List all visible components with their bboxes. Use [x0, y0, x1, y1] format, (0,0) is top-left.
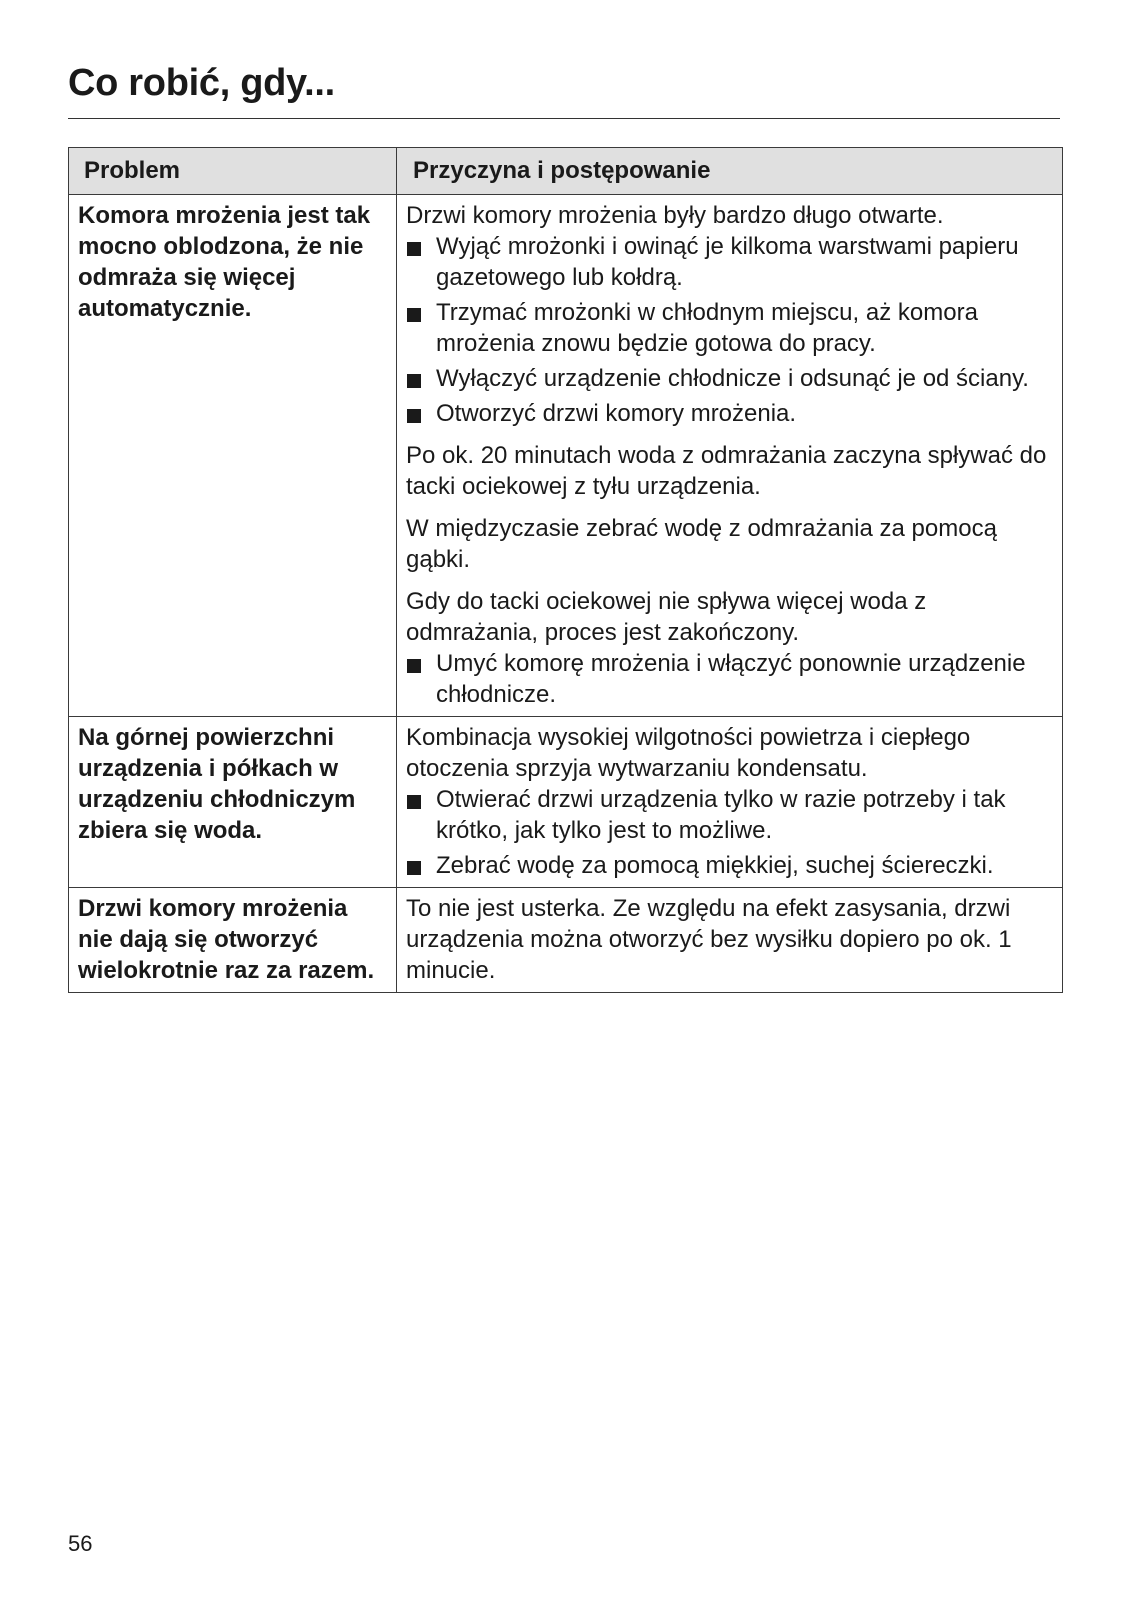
- column-header-cause: Przyczyna i postępowanie: [397, 148, 1063, 195]
- list-item: [406, 297, 1048, 359]
- table-row: [69, 195, 1063, 717]
- cause-cell: [397, 717, 1063, 888]
- step-list: [406, 231, 1048, 429]
- step-text: Otwierać drzwi urządzenia tylko w razie potrzeby i tak krótko, jak tylko jest to możliwe.: [436, 786, 1006, 844]
- square-bullet-icon: [407, 308, 421, 322]
- cause-intro: Drzwi komory mrożenia były bardzo długo otwarte.: [406, 202, 944, 229]
- cause-paragraph: Gdy do tacki ociekowej nie spływa więcej woda z odmrażania, proces jest zakończony.: [406, 588, 927, 646]
- square-bullet-icon: [407, 409, 421, 423]
- problem-cell: Komora mrożenia jest tak mocno oblodzona, że nie odmraża się więcej automatycznie.: [69, 195, 397, 717]
- step-text: Wyłączyć urządzenie chłodnicze i odsunąć je od ściany.: [436, 365, 1029, 392]
- title-divider: [68, 118, 1060, 119]
- step-text: Trzymać mrożonki w chłodnym miejscu, aż komora mrożenia znowu będzie gotowa do pracy.: [436, 299, 978, 357]
- cause-paragraph: Po ok. 20 minutach woda z odmrażania zaczyna spływać do tacki ociekowej z tyłu urządzenia.: [406, 442, 1047, 500]
- page-number: 56: [68, 1531, 93, 1556]
- square-bullet-icon: [407, 374, 421, 388]
- table-row: [69, 888, 1063, 993]
- table-header-row: [69, 148, 1063, 195]
- list-item: [406, 648, 1048, 710]
- page-title: Co robić, gdy...: [68, 62, 335, 104]
- cause-paragraph: W międzyczasie zebrać wodę z odmrażania za pomocą gąbki.: [406, 515, 997, 573]
- step-text: Wyjąć mrożonki i owinąć je kilkoma warstwami papieru gazetowego lub kołdrą.: [436, 233, 1019, 291]
- square-bullet-icon: [407, 861, 421, 875]
- step-text: Zebrać wodę za pomocą miękkiej, suchej ściereczki.: [436, 852, 994, 879]
- cause-intro: Kombinacja wysokiej wilgotności powietrza i ciepłego otoczenia sprzyja wytwarzaniu kondensatu.: [406, 724, 971, 782]
- list-item: [406, 784, 1048, 846]
- cause-cell: [397, 888, 1063, 993]
- problem-cell: Drzwi komory mrożenia nie dają się otworzyć wielokrotnie raz za razem.: [69, 888, 397, 993]
- square-bullet-icon: [407, 659, 421, 673]
- list-item: [406, 398, 1048, 429]
- square-bullet-icon: [407, 795, 421, 809]
- column-header-problem: Problem: [69, 148, 397, 195]
- list-item: [406, 231, 1048, 293]
- step-list: [406, 648, 1048, 710]
- list-item: [406, 363, 1048, 394]
- step-text: Otworzyć drzwi komory mrożenia.: [436, 400, 797, 427]
- square-bullet-icon: [407, 242, 421, 256]
- step-text: Umyć komorę mrożenia i włączyć ponownie urządzenie chłodnicze.: [436, 650, 1026, 708]
- list-item: [406, 850, 1048, 881]
- troubleshooting-table: [68, 147, 1063, 993]
- problem-cell: Na górnej powierzchni urządzenia i półkach w urządzeniu chłodniczym zbiera się woda.: [69, 717, 397, 888]
- cause-cell: [397, 195, 1063, 717]
- step-list: [406, 784, 1048, 881]
- table-row: [69, 717, 1063, 888]
- cause-intro: To nie jest usterka. Ze względu na efekt zasysania, drzwi urządzenia można otworzyć bez wysiłku dopiero po ok. 1 minucie.: [406, 895, 1012, 984]
